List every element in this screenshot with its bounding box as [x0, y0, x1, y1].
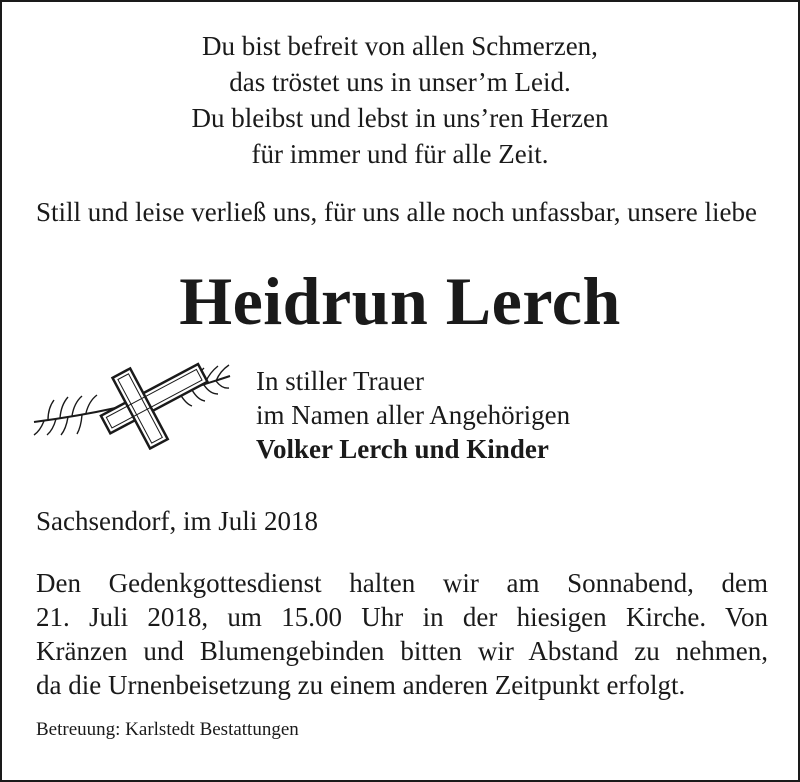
poem-line: Du bleibst und lebst in uns’ren Herzen: [191, 103, 609, 133]
poem-line: das tröstet uns in unser’m Leid.: [229, 67, 571, 97]
poem: [0, 28, 800, 172]
service-line: Kränzen und Blumengebinden bitten wir Abstand zu nehmen,: [36, 636, 768, 666]
intro-text: Still und leise verließ uns, für uns alle noch unfassbar, unsere liebe: [36, 197, 757, 227]
mourning-line: In stiller Trauer: [256, 366, 424, 396]
mourners-block: [256, 364, 570, 466]
service-announcement: [36, 566, 768, 702]
poem-line: Du bist befreit von allen Schmerzen,: [202, 31, 598, 61]
service-line: Den Gedenkgottesdienst halten wir am Sonnabend, dem: [36, 568, 768, 598]
cross-with-palm-branch-icon: [30, 350, 240, 450]
place-date: Sachsendorf, im Juli 2018: [36, 506, 318, 536]
undertaker-credit: Betreuung: Karlstedt Bestattungen: [36, 719, 299, 740]
service-line: da die Urnenbeisetzung zu einem anderen Zeitpunkt erfolgt.: [36, 670, 686, 700]
service-line: 21. Juli 2018, um 15.00 Uhr in der hiesigen Kirche. Von: [36, 602, 768, 632]
relatives-line: im Namen aller Angehörigen: [256, 400, 571, 430]
family-names: Volker Lerch und Kinder: [256, 434, 549, 464]
deceased-name: Heidrun Lerch: [179, 263, 621, 339]
poem-line: für immer und für alle Zeit.: [251, 139, 549, 169]
